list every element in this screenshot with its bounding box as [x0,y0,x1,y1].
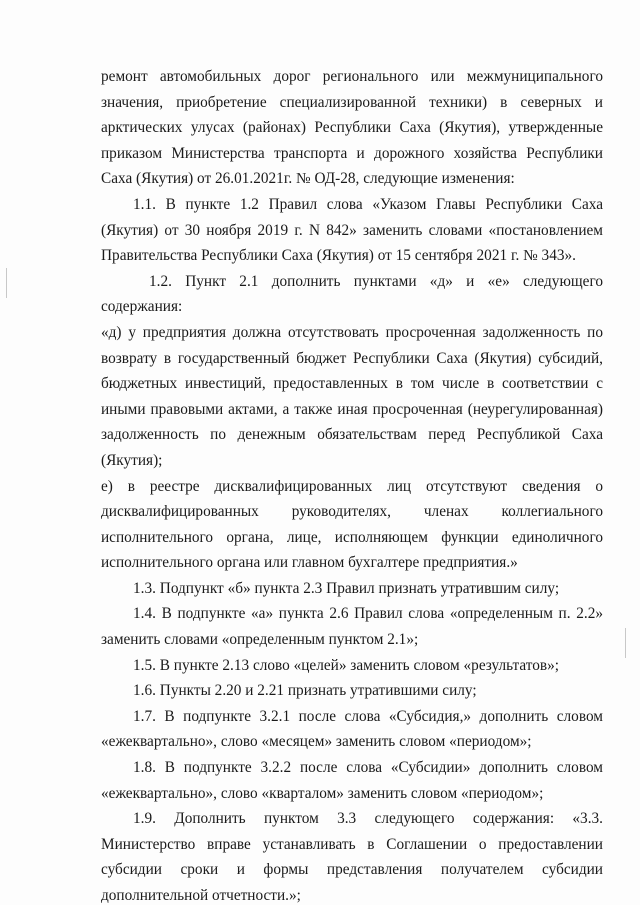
paragraph-1-2: 1.2. Пункт 2.1 дополнить пунктами «д» и «е» следующего содержания: [101,272,603,316]
scan-edge-mark-right [625,628,626,658]
paragraph-1-8: 1.8. В подпункте 3.2.2 после слова «Субсидии» дополнить словом «ежеквартально», слово «кварталом» заменить словом «периодом»; [101,759,603,802]
paragraph-1-6: 1.6. Пункты 2.20 и 2.21 признать утратившими силу; [133,682,477,700]
paragraph-item-e: е) в реестре дисквалифицированных лиц отсутствуют сведения о дисквалифицированных руководителях, членах коллегиального исполнительного органа, лице, исполняющем функции единоличного исполнительного органа или главном бухгалтере предприятия.» [101,477,603,572]
paragraph-1-3: 1.3. Подпункт «б» пункта 2.3 Правил признать утратившим силу; [133,579,560,597]
document-body [101,64,603,909]
paragraph-1-4: 1.4. В подпункте «а» пункта 2.6 Правил слова «определенным п. 2.2» заменить словами «определенным пунктом 2.1»; [101,605,603,649]
paragraph-1-1: 1.1. В пункте 1.2 Правил слова «Указом Главы Республики Саха (Якутия) от 30 ноября 2019 г. N 842» заменить словами «постановлением Правительства Республики Саха (Якутия) от 15 сентября 2021 г. № 343». [101,195,603,265]
paragraph-item-d: «д) у предприятия должна отсутствовать просроченная задолженность по возврату в государственный бюджет Республики Саха (Якутия) субсидий, бюджетных инвестиций, предоставленных в том числе в соответствии с иными правовыми актами, а также иная просроченная (неурегулированная) задолженность по денежным обязательствам перед Республикой Саха (Якутия); [101,323,603,469]
paragraph-intro: ремонт автомобильных дорог регионального или межмуниципального значения, приобретение специализированной техники) в северных и арктических улусах (районах) Республики Саха (Якутия), утвержденные приказом Министерства транспорта и дорожного хозяйства Республики Саха (Якутия) от 26.01.2021г. № ОД-28, следующие изменения: [101,68,603,188]
paragraph-1-5: 1.5. В пункте 2.13 слово «целей» заменить словом «результатов»; [133,656,560,674]
paragraph-1-7: 1.7. В подпункте 3.2.1 после слова «Субсидия,» дополнить словом «ежеквартально», слово «месяцем» заменить словом «периодом»; [101,707,603,751]
scan-edge-mark-left [6,268,7,298]
paragraph-1-9: 1.9. Дополнить пунктом 3.3 следующего содержания: «3.3. Министерство вправе устанавливать в Соглашении о предоставлении субсидии сроки и формы представления получателем субсидии дополнительной отчетности.»; [101,810,603,904]
